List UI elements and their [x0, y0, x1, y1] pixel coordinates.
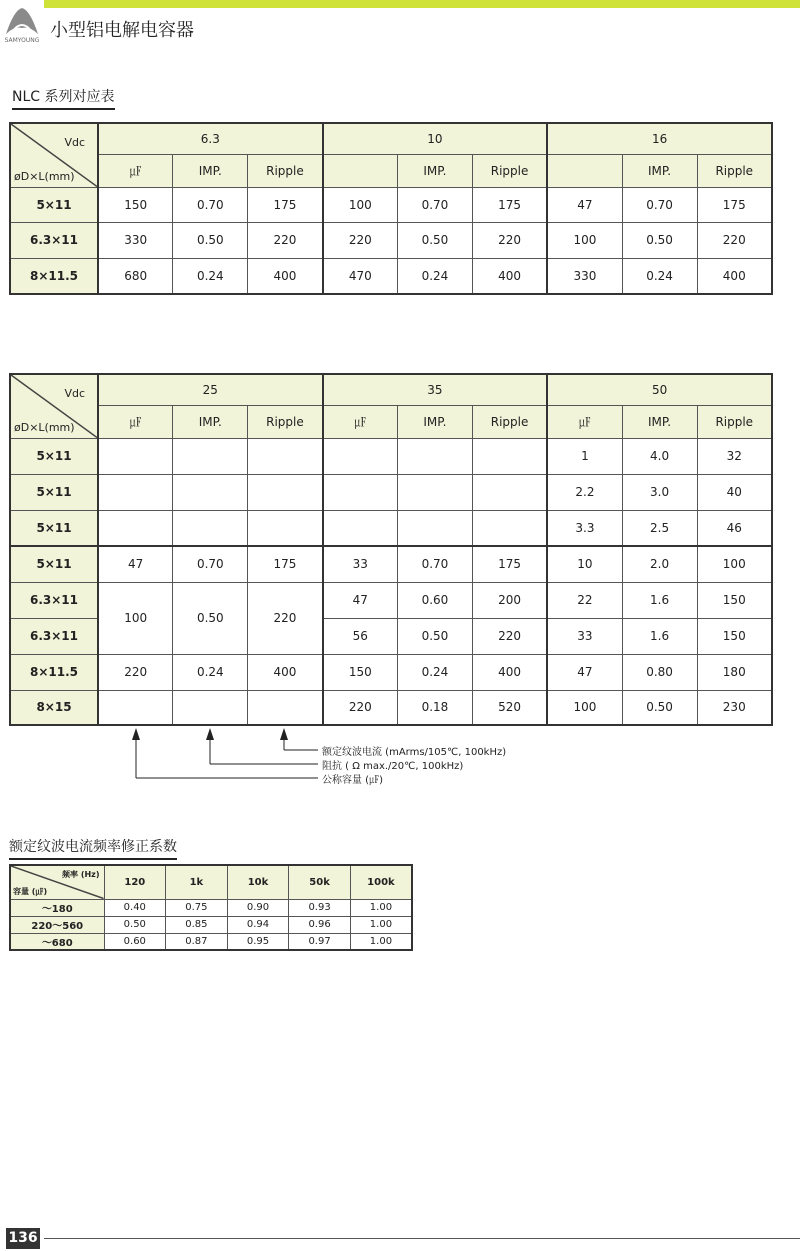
imp-cell: 0.24	[398, 258, 473, 294]
table-row	[10, 222, 772, 258]
coef-cell: 0.75	[166, 899, 228, 916]
ripple-cell: 175	[248, 187, 323, 222]
table-corner-header	[10, 374, 98, 438]
imp-cell: 4.0	[622, 438, 697, 474]
ripple-cell: 400	[472, 258, 547, 294]
freq-header: 10k	[227, 865, 289, 899]
ripple-cell: 400	[248, 258, 323, 294]
cap-cell: 470	[323, 258, 398, 294]
table-row	[10, 690, 772, 725]
col-header-imp: IMP.	[622, 154, 697, 187]
col-header-ripple: Ripple	[697, 405, 772, 438]
cap-cell: 150	[98, 187, 173, 222]
size-cell: 8×11.5	[10, 654, 98, 690]
size-cell: 5×11	[10, 546, 98, 582]
size-cell: 6.3×11	[10, 222, 98, 258]
imp-cell	[173, 690, 248, 725]
imp-cell: 0.70	[398, 546, 473, 582]
freq-header: 120	[104, 865, 166, 899]
ripple-cell	[472, 438, 547, 474]
legend-capacitance: 公称容量 (㎌)	[322, 775, 383, 786]
nlc-table-high-voltage	[9, 373, 773, 726]
section-title-nlc: NLC 系列对应表	[12, 86, 115, 110]
frequency-correction-table	[9, 864, 413, 951]
table-row	[10, 916, 412, 933]
ripple-cell: 400	[697, 258, 772, 294]
cap-cell: 2.2	[547, 474, 622, 510]
freq-header: 1k	[166, 865, 228, 899]
cap-cell	[323, 438, 398, 474]
table-row	[10, 474, 772, 510]
cap-cell: 100	[547, 222, 622, 258]
imp-cell: 2.0	[622, 546, 697, 582]
freq-header: 50k	[289, 865, 351, 899]
coef-cell: 0.96	[289, 916, 351, 933]
col-header-imp: IMP.	[398, 154, 473, 187]
ripple-cell: 220	[248, 222, 323, 258]
col-header-ripple: Ripple	[472, 154, 547, 187]
cap-cell: 47	[323, 582, 398, 618]
cap-cell: 220	[323, 222, 398, 258]
cap-cell: 33	[547, 618, 622, 654]
col-header-uf: ㎌	[98, 405, 173, 438]
cap-cell: 100	[323, 187, 398, 222]
table-row	[10, 438, 772, 474]
imp-cell: 2.5	[622, 510, 697, 546]
cap-cell	[98, 438, 173, 474]
table-row	[10, 510, 772, 546]
imp-cell: 0.50	[173, 222, 248, 258]
ripple-cell: 175	[472, 546, 547, 582]
page-title: 小型铝电解电容器	[50, 20, 194, 41]
ripple-cell: 200	[472, 582, 547, 618]
freq-corner-header	[10, 865, 104, 899]
coef-cell: 0.94	[227, 916, 289, 933]
imp-cell: 0.70	[173, 187, 248, 222]
coef-cell: 0.97	[289, 933, 351, 950]
coef-cell: 0.90	[227, 899, 289, 916]
imp-cell	[398, 474, 473, 510]
imp-cell: 0.50	[173, 582, 248, 654]
table-row	[10, 899, 412, 916]
ripple-cell: 150	[697, 582, 772, 618]
freq-header: 100k	[350, 865, 412, 899]
voltage-header: 25	[98, 374, 323, 405]
col-header-imp: IMP.	[173, 405, 248, 438]
ripple-cell: 175	[697, 187, 772, 222]
ripple-cell: 32	[697, 438, 772, 474]
ripple-cell: 220	[697, 222, 772, 258]
capacity-label: 容量 (㎌)	[13, 886, 48, 896]
size-cell: 6.3×11	[10, 618, 98, 654]
header-accent-bar	[44, 0, 800, 8]
imp-cell: 0.24	[622, 258, 697, 294]
imp-cell: 0.70	[398, 187, 473, 222]
imp-cell: 0.60	[398, 582, 473, 618]
ripple-cell: 220	[472, 618, 547, 654]
imp-cell	[398, 510, 473, 546]
legend-impedance: 阻抗 ( Ω max./20℃, 100kHz)	[322, 761, 464, 772]
logo-text: SAMYOUNG	[4, 37, 40, 44]
samyoung-logo-icon	[2, 4, 42, 44]
cap-cell: 220	[98, 654, 173, 690]
imp-cell: 0.70	[622, 187, 697, 222]
col-header-imp: IMP.	[622, 405, 697, 438]
cap-cell	[323, 510, 398, 546]
col-header-ripple: Ripple	[697, 154, 772, 187]
ripple-cell: 40	[697, 474, 772, 510]
coef-cell: 1.00	[350, 916, 412, 933]
ripple-cell: 520	[472, 690, 547, 725]
voltage-header: 50	[547, 374, 772, 405]
table-row	[10, 933, 412, 950]
capacity-range-cell: ～680	[10, 933, 104, 950]
ripple-cell	[472, 510, 547, 546]
imp-cell: 0.50	[398, 618, 473, 654]
imp-cell	[173, 438, 248, 474]
ripple-cell	[472, 474, 547, 510]
cap-cell: 56	[323, 618, 398, 654]
imp-cell: 1.6	[622, 582, 697, 618]
ripple-cell	[248, 510, 323, 546]
voltage-header: 10	[323, 123, 548, 154]
col-header-ripple: Ripple	[248, 405, 323, 438]
imp-cell: 0.18	[398, 690, 473, 725]
voltage-header: 16	[547, 123, 772, 154]
footer-divider	[44, 1238, 800, 1239]
imp-cell	[173, 510, 248, 546]
cap-cell	[98, 510, 173, 546]
col-header-uf	[547, 154, 622, 187]
cap-cell: 100	[547, 690, 622, 725]
ripple-cell: 220	[472, 222, 547, 258]
coef-cell: 0.85	[166, 916, 228, 933]
cap-cell: 47	[98, 546, 173, 582]
ripple-cell: 100	[697, 546, 772, 582]
imp-cell: 0.50	[622, 690, 697, 725]
page-number: 136	[6, 1228, 40, 1249]
ripple-cell: 180	[697, 654, 772, 690]
ripple-cell: 230	[697, 690, 772, 725]
coef-cell: 0.87	[166, 933, 228, 950]
imp-cell: 0.24	[173, 654, 248, 690]
freq-label: 频率 (Hz)	[62, 870, 100, 879]
col-header-uf: ㎌	[98, 154, 173, 187]
col-header-imp: IMP.	[173, 154, 248, 187]
coef-cell: 1.00	[350, 933, 412, 950]
cap-cell: 680	[98, 258, 173, 294]
size-cell: 8×11.5	[10, 258, 98, 294]
vdc-label: Vdc	[64, 387, 85, 400]
nlc-table-low-voltage	[9, 122, 773, 295]
table-row	[10, 187, 772, 222]
size-cell: 6.3×11	[10, 582, 98, 618]
col-header-uf: ㎌	[323, 405, 398, 438]
cap-cell: 47	[547, 187, 622, 222]
ripple-cell: 400	[248, 654, 323, 690]
size-cell: 5×11	[10, 438, 98, 474]
col-header-ripple: Ripple	[248, 154, 323, 187]
ripple-cell: 400	[472, 654, 547, 690]
imp-cell	[173, 474, 248, 510]
ripple-cell: 175	[248, 546, 323, 582]
ripple-cell	[248, 690, 323, 725]
imp-cell	[398, 438, 473, 474]
cap-cell	[98, 474, 173, 510]
cap-cell: 3.3	[547, 510, 622, 546]
cap-cell: 22	[547, 582, 622, 618]
coef-cell: 0.60	[104, 933, 166, 950]
size-label: øD×L(mm)	[14, 420, 75, 434]
column-legend	[0, 726, 800, 796]
coef-cell: 0.95	[227, 933, 289, 950]
size-cell: 5×11	[10, 510, 98, 546]
coef-cell: 0.50	[104, 916, 166, 933]
cap-cell	[98, 690, 173, 725]
cap-cell: 220	[323, 690, 398, 725]
voltage-header: 6.3	[98, 123, 323, 154]
table-row	[10, 582, 772, 618]
ripple-cell: 150	[697, 618, 772, 654]
ripple-cell	[248, 474, 323, 510]
cap-cell: 330	[547, 258, 622, 294]
col-header-uf	[323, 154, 398, 187]
legend-ripple: 额定纹波电流 (mArms/105℃, 100kHz)	[322, 747, 507, 758]
capacity-range-cell: ～180	[10, 899, 104, 916]
imp-cell: 0.80	[622, 654, 697, 690]
cap-cell: 150	[323, 654, 398, 690]
coef-cell: 0.93	[289, 899, 351, 916]
coef-cell: 0.40	[104, 899, 166, 916]
size-label: øD×L(mm)	[14, 169, 75, 183]
imp-cell: 0.50	[622, 222, 697, 258]
imp-cell: 0.24	[173, 258, 248, 294]
cap-cell	[323, 474, 398, 510]
cap-cell: 33	[323, 546, 398, 582]
col-header-ripple: Ripple	[472, 405, 547, 438]
voltage-header: 35	[323, 374, 548, 405]
ripple-cell: 175	[472, 187, 547, 222]
imp-cell: 1.6	[622, 618, 697, 654]
imp-cell: 0.50	[398, 222, 473, 258]
size-cell: 8×15	[10, 690, 98, 725]
table-row	[10, 654, 772, 690]
cap-cell: 330	[98, 222, 173, 258]
cap-cell: 10	[547, 546, 622, 582]
cap-cell: 100	[98, 582, 173, 654]
size-cell: 5×11	[10, 187, 98, 222]
capacity-range-cell: 220～560	[10, 916, 104, 933]
ripple-cell: 220	[248, 582, 323, 654]
imp-cell: 0.70	[173, 546, 248, 582]
ripple-cell: 46	[697, 510, 772, 546]
imp-cell: 0.24	[398, 654, 473, 690]
table-row	[10, 546, 772, 582]
cap-cell: 47	[547, 654, 622, 690]
ripple-cell	[248, 438, 323, 474]
section-title-frequency: 额定纹波电流频率修正系数	[9, 836, 177, 860]
table-corner-header	[10, 123, 98, 187]
imp-cell: 3.0	[622, 474, 697, 510]
size-cell: 5×11	[10, 474, 98, 510]
vdc-label: Vdc	[64, 136, 85, 149]
cap-cell: 1	[547, 438, 622, 474]
coef-cell: 1.00	[350, 899, 412, 916]
table-row	[10, 258, 772, 294]
col-header-imp: IMP.	[398, 405, 473, 438]
col-header-uf: ㎌	[547, 405, 622, 438]
